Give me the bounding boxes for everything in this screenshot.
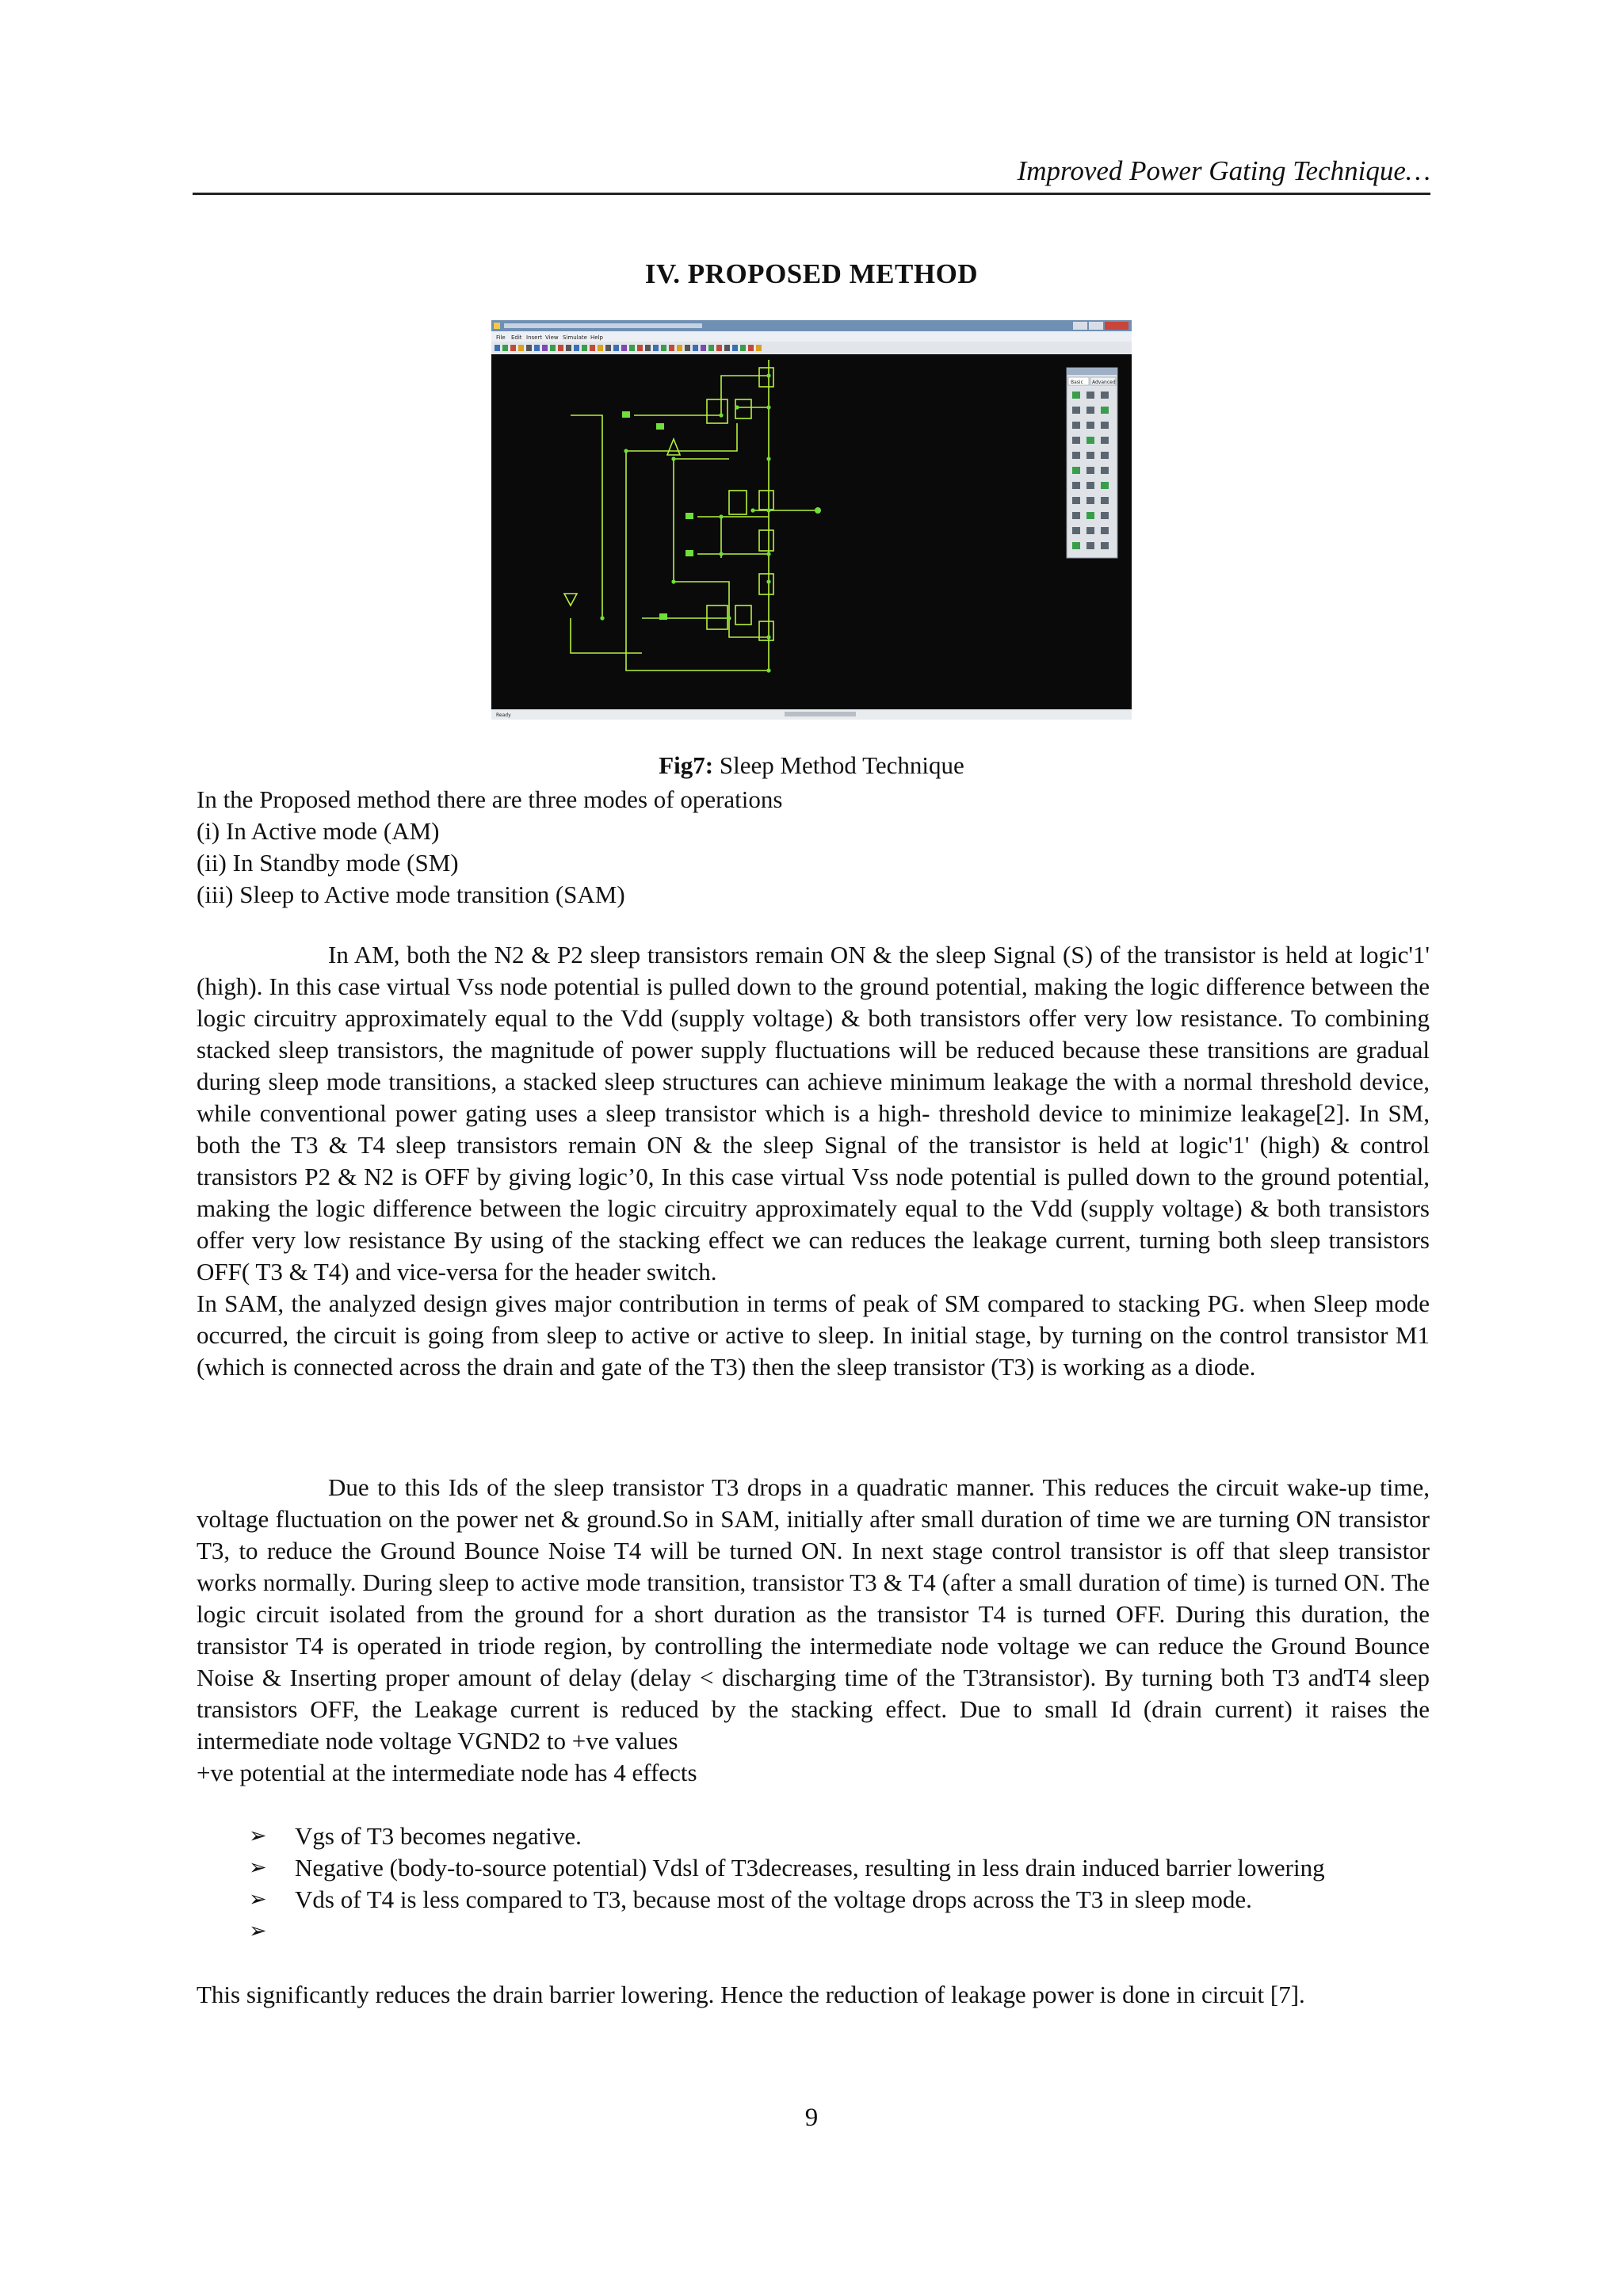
figure-sleep-method — [491, 320, 1132, 720]
bullet-text: Vgs of T3 becomes negative. — [295, 1822, 582, 1850]
conclusion-block — [197, 1979, 1430, 2011]
palette-component-icon[interactable] — [1072, 437, 1080, 444]
intro-line: (i) In Active mode (AM) — [197, 817, 440, 845]
palette-component-icon[interactable] — [1101, 467, 1109, 474]
input1-switch[interactable] — [685, 513, 693, 519]
caption-label: Fig7: — [659, 751, 714, 779]
palette-component-icon[interactable] — [1101, 452, 1109, 459]
enable-switch[interactable] — [622, 411, 630, 418]
toolbar-tool-icon[interactable] — [629, 345, 635, 351]
paragraph-am-sm — [197, 939, 1430, 1383]
circuit-node — [766, 405, 770, 409]
minimize-button[interactable] — [1073, 322, 1087, 330]
menu-edit[interactable]: Edit — [511, 334, 522, 341]
toolbar-tool-icon[interactable] — [518, 345, 524, 351]
status-text: Ready — [496, 712, 511, 718]
palette-component-icon[interactable] — [1072, 512, 1080, 519]
palette-component-icon[interactable] — [1086, 542, 1094, 549]
palette-component-icon[interactable] — [1072, 527, 1080, 534]
toolbar-tool-icon[interactable] — [756, 345, 762, 351]
toolbar-tool-icon[interactable] — [590, 345, 595, 351]
header-rule — [193, 193, 1430, 195]
toolbar-tool-icon[interactable] — [598, 345, 603, 351]
palette-component-icon[interactable] — [1086, 452, 1094, 459]
palette-component-icon[interactable] — [1101, 392, 1109, 399]
circuit-node — [600, 616, 604, 620]
menu-view[interactable]: View — [545, 334, 559, 341]
list-item — [197, 1852, 1430, 1884]
circuit-node — [766, 668, 770, 672]
circuit-node — [750, 508, 754, 512]
palette-component-icon[interactable] — [1072, 467, 1080, 474]
toolbar-tool-icon[interactable] — [677, 345, 682, 351]
intro-line: In the Proposed method there are three modes of operations — [197, 785, 783, 813]
app-icon — [494, 323, 500, 329]
paragraph-sam — [197, 1472, 1430, 1789]
intro-line: (ii) In Standby mode (SM) — [197, 849, 459, 877]
menu-file[interactable]: File — [496, 334, 506, 341]
bullet-text: Vds of T4 is less compared to T3, because most of the voltage drops across the T3 in sleep mode. — [295, 1885, 1252, 1913]
conclusion: This significantly reduces the drain barrier lowering. Hence the reduction of leakage power is done in circuit [7]. — [197, 1981, 1305, 2008]
palette-component-icon[interactable] — [1101, 497, 1109, 504]
circuit-node — [766, 508, 770, 512]
palette-component-icon[interactable] — [1101, 527, 1109, 534]
paragraph-3: Due to this Ids of the sleep transistor T3 drops in a quadratic manner. This reduces the circuit wake-up time, voltage fluctuation on the power net & ground.So in SAM, initially after small duration of time we are turning ON transistor T3, to reduce the Ground Bounce Noise T4 will be turned ON. In next stage control transistor is off that sleep transistor works normally. During sleep to active mode transition, transistor T3 & T4 (after a small duration of time) is turned ON. The logic circuit isolated from the ground for a short duration as the transistor T4 is turned OFF. During this duration, the transistor T4 is operated in triode region, by controlling the intermediate node voltage we can reduce the Ground Bounce Noise & Inserting proper amount of delay (delay < discharging time of the T3transistor). By turning both T3 andT4 sleep transistors OFF, the Leakage current is reduced by the stacking effect. Due to small Id (drain current) it raises the intermediate node voltage VGND2 to +ve values — [197, 1473, 1430, 1755]
arrow-bullet-icon: ➢ — [249, 1824, 267, 1848]
palette-component-icon[interactable] — [1101, 512, 1109, 519]
intro-list — [197, 784, 1430, 911]
menu-help[interactable]: Help — [590, 334, 603, 341]
circuit-node — [735, 405, 739, 409]
toolbar-tool-icon[interactable] — [621, 345, 627, 351]
palette-component-icon[interactable] — [1086, 497, 1094, 504]
circuit-node — [719, 413, 723, 417]
toolbar-tool-icon[interactable] — [669, 345, 674, 351]
palette-component-icon[interactable] — [1072, 452, 1080, 459]
palette-component-icon[interactable] — [1086, 392, 1094, 399]
input2-switch[interactable] — [685, 550, 693, 556]
schematic-canvas[interactable] — [491, 354, 1132, 709]
arrow-bullet-icon: ➢ — [249, 1855, 267, 1880]
toolbar-tool-icon[interactable] — [661, 345, 666, 351]
page-number: 9 — [804, 2103, 819, 2132]
toolbar-tool-icon[interactable] — [566, 345, 571, 351]
palette-component-icon[interactable] — [1101, 422, 1109, 429]
toolbar-tool-icon[interactable] — [740, 345, 746, 351]
list-item — [197, 1884, 1430, 1916]
sleep-switch[interactable] — [659, 613, 667, 620]
maximize-button[interactable] — [1089, 322, 1103, 330]
palette-title-bar — [1067, 368, 1117, 375]
window-title-text — [504, 323, 702, 328]
toolbar-tool-icon[interactable] — [685, 345, 690, 351]
toolbar-tool-icon[interactable] — [558, 345, 563, 351]
palette-component-icon[interactable] — [1101, 482, 1109, 489]
paragraph-1: In AM, both the N2 & P2 sleep transistors remain ON & the sleep Signal (S) of the transistor is held at logic'1' (high). In this case virtual Vss node potential is pulled down to the ground potential, making the logic difference between the logic circuitry approximately equal to the Vdd (supply voltage) & both transistors offer very low resistance. To combining stacked sleep transistors, the magnitude of power supply fluctuations will be reduced because these transitions are gradual during sleep mode transitions, a stacked sleep structures can achieve minimum leakage the with a normal threshold device, while conventional power gating uses a sleep transistor which is a high- threshold device to minimize leakage[2]. In SM, both the T3 & T4 sleep transistors remain ON & the sleep Signal of the transistor is held at logic'1' (high) & control transistors P2 & N2 is OFF by giving logic’0, In this case virtual Vss node potential is pulled down to the ground potential, making the logic difference between the logic circuitry approximately equal to the Vdd (supply voltage) & both transistors offer very low resistance By using of the stacking effect we can reduces the leakage current, turning both sleep transistors OFF( T3 & T4) and vice-versa for the header switch. — [197, 941, 1430, 1286]
toolbar-tool-icon[interactable] — [495, 345, 500, 351]
toolbar-tool-icon[interactable] — [526, 345, 532, 351]
circuit-node — [671, 457, 675, 460]
menu-simulate[interactable]: Simulate — [563, 334, 587, 341]
toolbar-tool-icon[interactable] — [708, 345, 714, 351]
toolbar-tool-icon[interactable] — [550, 345, 556, 351]
palette-component-icon[interactable] — [1101, 437, 1109, 444]
palette-component-icon[interactable] — [1086, 512, 1094, 519]
running-head: Improved Power Gating Technique… — [1017, 155, 1430, 186]
palette-component-icon[interactable] — [1086, 527, 1094, 534]
circuit-node — [719, 514, 723, 518]
toolbar-tool-icon[interactable] — [732, 345, 738, 351]
menu-insert[interactable]: Insert — [526, 334, 543, 341]
figure-caption — [193, 751, 1430, 780]
close-button[interactable] — [1105, 322, 1128, 330]
palette-component-icon[interactable] — [1072, 542, 1080, 549]
effects-intro: +ve potential at the intermediate node has 4 effects — [197, 1759, 697, 1786]
toolbar-tool-icon[interactable] — [701, 345, 706, 351]
bullet-text: Negative (body-to-source potential) Vdsl of T3decreases, resulting in less drain induced barrier lowering — [295, 1854, 1325, 1881]
toolbar-tool-icon[interactable] — [574, 345, 579, 351]
circuit-node — [766, 552, 770, 556]
circuit-node — [727, 616, 731, 620]
toolbar-tool-icon[interactable] — [613, 345, 619, 351]
toolbar-tool-icon[interactable] — [748, 345, 754, 351]
sleep-bar-switch[interactable] — [656, 423, 664, 430]
toolbar-tool-icon[interactable] — [645, 345, 651, 351]
circuit-simulator-screenshot — [491, 320, 1132, 720]
output-led — [815, 507, 821, 514]
palette-component-icon[interactable] — [1086, 467, 1094, 474]
menu-bar — [491, 331, 1132, 342]
palette-component-icon[interactable] — [1086, 437, 1094, 444]
toolbar-tool-icon[interactable] — [502, 345, 508, 351]
arrow-bullet-icon: ➢ — [249, 1887, 267, 1912]
effects-list — [197, 1820, 1430, 1947]
section-title: IV. PROPOSED METHOD — [644, 258, 979, 289]
toolbar-tool-icon[interactable] — [542, 345, 548, 351]
palette-component-icon[interactable] — [1072, 422, 1080, 429]
palette-component-icon[interactable] — [1101, 542, 1109, 549]
circuit-node — [671, 579, 675, 583]
palette-tab-advanced-label: Advanced — [1092, 380, 1116, 385]
toolbar-tool-icon[interactable] — [605, 345, 611, 351]
circuit-node — [624, 449, 628, 453]
toolbar-tool-icon[interactable] — [693, 345, 698, 351]
circuit-node — [766, 635, 770, 639]
palette-component-icon[interactable] — [1086, 407, 1094, 414]
status-message — [785, 712, 856, 716]
toolbar-tool-icon[interactable] — [534, 345, 540, 351]
toolbar-tool-icon[interactable] — [637, 345, 643, 351]
palette-component-icon[interactable] — [1072, 407, 1080, 414]
palette-component-icon[interactable] — [1086, 482, 1094, 489]
toolbar-tool-icon[interactable] — [724, 345, 730, 351]
caption-text: Sleep Method Technique — [713, 751, 964, 779]
toolbar-tool-icon[interactable] — [510, 345, 516, 351]
paragraph-2: In SAM, the analyzed design gives major contribution in terms of peak of SM compared to stacking PG. when Sleep mode occurred, the circuit is going from sleep to active or active to sleep. In initial stage, by turning on the control transistor M1 (which is connected across the drain and gate of the T3) then the sleep transistor (T3) is working as a diode. — [197, 1289, 1430, 1381]
palette-tab-basic-label: Basic — [1071, 380, 1083, 385]
palette-component-icon[interactable] — [1086, 422, 1094, 429]
arrow-bullet-icon: ➢ — [249, 1919, 267, 1943]
list-item — [197, 1916, 1430, 1947]
intro-line: (iii) Sleep to Active mode transition (SAM) — [197, 881, 625, 908]
palette-component-icon[interactable] — [1072, 497, 1080, 504]
circuit-node — [766, 579, 770, 583]
palette-component-icon[interactable] — [1101, 407, 1109, 414]
toolbar-tool-icon[interactable] — [582, 345, 587, 351]
circuit-node — [719, 552, 723, 556]
palette-component-icon[interactable] — [1072, 482, 1080, 489]
palette-component-icon[interactable] — [1072, 392, 1080, 399]
list-item — [197, 1820, 1430, 1852]
circuit-node — [766, 457, 770, 460]
toolbar-tool-icon[interactable] — [716, 345, 722, 351]
toolbar-tool-icon[interactable] — [653, 345, 659, 351]
toolbar — [491, 342, 1132, 354]
circuit-node — [766, 373, 770, 377]
